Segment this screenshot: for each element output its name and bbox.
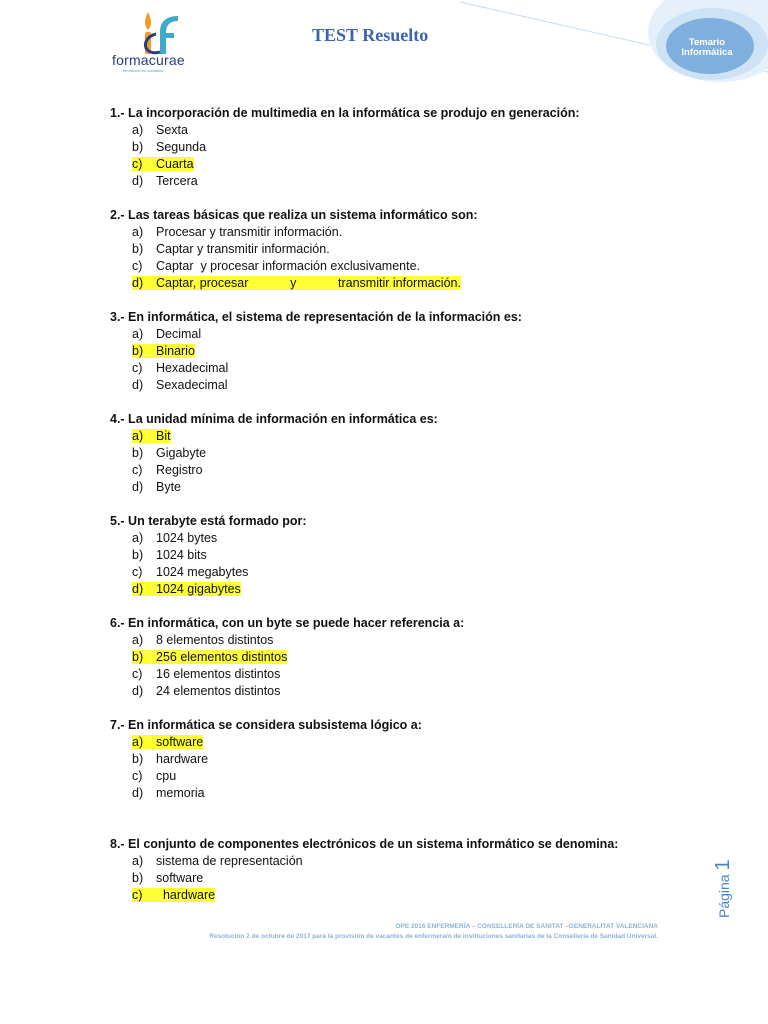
option-item	[110, 853, 690, 870]
question-block	[110, 615, 690, 700]
option-content	[132, 786, 205, 800]
option-text: Procesar y transmitir información.	[156, 225, 343, 239]
option-text: Captar, procesar y transmitir información.	[156, 276, 461, 290]
option-letter: d)	[132, 276, 144, 290]
answer-highlight	[132, 429, 171, 443]
option-content	[132, 123, 188, 137]
answer-highlight	[132, 582, 241, 596]
option-correct	[110, 649, 690, 666]
answer-highlight	[132, 344, 195, 358]
question-block	[110, 105, 690, 190]
option-item	[110, 564, 690, 581]
option-item	[110, 445, 690, 462]
question-title: 1.- La incorporación de multimedia en la informática se produjo en generación:	[110, 106, 580, 120]
option-correct	[110, 887, 690, 904]
option-text: 1024 bits	[156, 548, 207, 562]
option-correct	[110, 275, 690, 292]
option-letter: a)	[132, 531, 144, 545]
option-content	[132, 769, 176, 783]
option-list	[110, 428, 690, 496]
option-content	[132, 633, 273, 647]
option-content	[132, 531, 217, 545]
option-content	[132, 463, 203, 477]
question-title: 3.- En informática, el sistema de representación de la información es:	[110, 310, 522, 324]
option-text: hardware	[156, 752, 209, 766]
option-list	[110, 530, 690, 598]
question-block	[110, 836, 690, 904]
option-item	[110, 122, 690, 139]
option-text: Registro	[156, 463, 203, 477]
option-content	[132, 327, 201, 341]
option-item	[110, 870, 690, 887]
option-letter: b)	[132, 446, 144, 460]
option-content	[132, 667, 280, 681]
option-letter: c)	[132, 157, 143, 171]
option-letter: b)	[132, 344, 144, 358]
option-letter: d)	[132, 174, 144, 188]
option-content	[132, 225, 342, 239]
topic-badge	[672, 38, 742, 58]
option-text: software	[156, 871, 204, 885]
option-content	[132, 684, 280, 698]
option-content	[132, 259, 420, 273]
question-block	[110, 717, 690, 802]
option-item	[110, 632, 690, 649]
option-item	[110, 768, 690, 785]
option-letter: a)	[132, 123, 144, 137]
option-letter: c)	[132, 361, 143, 375]
option-text: software	[156, 735, 204, 749]
option-list	[110, 632, 690, 700]
option-letter: d)	[132, 582, 144, 596]
page-number-label	[712, 859, 735, 918]
option-list	[110, 122, 690, 190]
question-title: 4.- La unidad mínima de información en informática es:	[110, 412, 438, 426]
option-item	[110, 326, 690, 343]
page-number: 1	[712, 859, 734, 871]
option-list	[110, 224, 690, 292]
answer-highlight	[132, 735, 203, 749]
page-word: Página	[716, 874, 732, 918]
option-letter: b)	[132, 871, 144, 885]
question-block	[110, 411, 690, 496]
option-correct	[110, 428, 690, 445]
question-block	[110, 309, 690, 394]
option-content	[132, 480, 181, 494]
document-title: TEST Resuelto	[312, 25, 429, 45]
option-item	[110, 751, 690, 768]
option-item	[110, 377, 690, 394]
option-text: Tercera	[156, 174, 198, 188]
question-title: 8.- El conjunto de componentes electrónicos de un sistema informático se denomina:	[110, 837, 619, 851]
question-list	[110, 105, 690, 904]
option-letter: b)	[132, 140, 144, 154]
option-item	[110, 530, 690, 547]
option-content	[132, 752, 208, 766]
option-text: Bit	[156, 429, 171, 443]
option-text: 1024 megabytes	[156, 565, 249, 579]
option-text: memoria	[156, 786, 205, 800]
option-text: 8 elementos distintos	[156, 633, 274, 647]
option-item	[110, 173, 690, 190]
option-letter: b)	[132, 548, 144, 562]
question-title: 6.- En informática, con un byte se puede hacer referencia a:	[110, 616, 465, 630]
option-content	[132, 871, 203, 885]
option-letter: a)	[132, 854, 144, 868]
option-list	[110, 326, 690, 394]
option-letter: c)	[132, 888, 143, 902]
option-content	[132, 174, 198, 188]
option-letter: b)	[132, 650, 144, 664]
option-letter: a)	[132, 735, 144, 749]
option-text: Sexadecimal	[156, 378, 228, 392]
option-letter: b)	[132, 752, 144, 766]
logo-tagline: formación en cuidados	[123, 68, 164, 73]
option-content	[132, 565, 248, 579]
option-item	[110, 683, 690, 700]
option-item	[110, 547, 690, 564]
badge-line-1: Temario	[688, 37, 726, 48]
option-list	[110, 734, 690, 802]
option-text: 24 elementos distintos	[156, 684, 281, 698]
page-header	[0, 0, 768, 90]
option-correct	[110, 156, 690, 173]
option-text: 256 elementos distintos	[156, 650, 288, 664]
option-letter: a)	[132, 429, 144, 443]
option-item	[110, 224, 690, 241]
option-item	[110, 139, 690, 156]
answer-highlight	[132, 157, 194, 171]
option-letter: b)	[132, 242, 144, 256]
option-item	[110, 479, 690, 496]
option-letter: d)	[132, 378, 144, 392]
page-footer	[110, 922, 658, 942]
option-letter: c)	[132, 259, 143, 273]
logo-wordmark: formacurae	[112, 52, 185, 68]
answer-highlight	[132, 650, 287, 664]
footer-line-2: Resolución 2 de octubre de 2017 para la provisión de vacantes de enfermera/o de instituciones sanitarias de la Consellería de Sanidad Universal.	[209, 933, 658, 940]
question-block	[110, 513, 690, 598]
option-content	[132, 361, 228, 375]
option-text: Decimal	[156, 327, 202, 341]
option-item	[110, 785, 690, 802]
option-item	[110, 666, 690, 683]
option-text: Captar y transmitir información.	[156, 242, 330, 256]
option-letter: c)	[132, 463, 143, 477]
option-text: Cuarta	[156, 157, 194, 171]
option-text: Gigabyte	[156, 446, 207, 460]
option-content	[132, 854, 303, 868]
question-title: 7.- En informática se considera subsistema lógico a:	[110, 718, 422, 732]
option-letter: a)	[132, 633, 144, 647]
option-item	[110, 360, 690, 377]
question-block	[110, 207, 690, 292]
badge-line-2: Informática	[681, 47, 733, 58]
option-letter: c)	[132, 565, 143, 579]
option-item	[110, 258, 690, 275]
option-content	[132, 140, 206, 154]
option-text: 1024 bytes	[156, 531, 218, 545]
option-text: sistema de representación	[156, 854, 303, 868]
option-text: Hexadecimal	[156, 361, 229, 375]
option-text: hardware	[156, 888, 216, 902]
option-letter: a)	[132, 225, 144, 239]
answer-highlight	[132, 276, 461, 290]
option-text: Byte	[156, 480, 182, 494]
footer-line-1: OPE 2016 ENFERMERÍA – CONSELLERÍA DE SANITAT –GENERALITAT VALENCIANA	[395, 923, 658, 930]
option-text: Binario	[156, 344, 195, 358]
option-text: Sexta	[156, 123, 188, 137]
option-correct	[110, 734, 690, 751]
option-text: Segunda	[156, 140, 207, 154]
option-content	[132, 446, 206, 460]
option-letter: a)	[132, 327, 144, 341]
option-text: 16 elementos distintos	[156, 667, 281, 681]
option-item	[110, 462, 690, 479]
option-letter: d)	[132, 684, 144, 698]
option-letter: d)	[132, 480, 144, 494]
option-correct	[110, 343, 690, 360]
question-title: 2.- Las tareas básicas que realiza un sistema informático son:	[110, 208, 478, 222]
option-text: Captar y procesar información exclusivamente.	[156, 259, 421, 273]
option-letter: d)	[132, 786, 144, 800]
option-correct	[110, 581, 690, 598]
option-text: cpu	[156, 769, 177, 783]
option-text: 1024 gigabytes	[156, 582, 241, 596]
question-title: 5.- Un terabyte está formado por:	[110, 514, 307, 528]
option-list	[110, 853, 690, 904]
option-content	[132, 242, 330, 256]
option-content	[132, 548, 207, 562]
option-content	[132, 378, 228, 392]
option-letter: c)	[132, 769, 143, 783]
answer-highlight	[132, 888, 215, 902]
option-item	[110, 241, 690, 258]
option-letter: c)	[132, 667, 143, 681]
